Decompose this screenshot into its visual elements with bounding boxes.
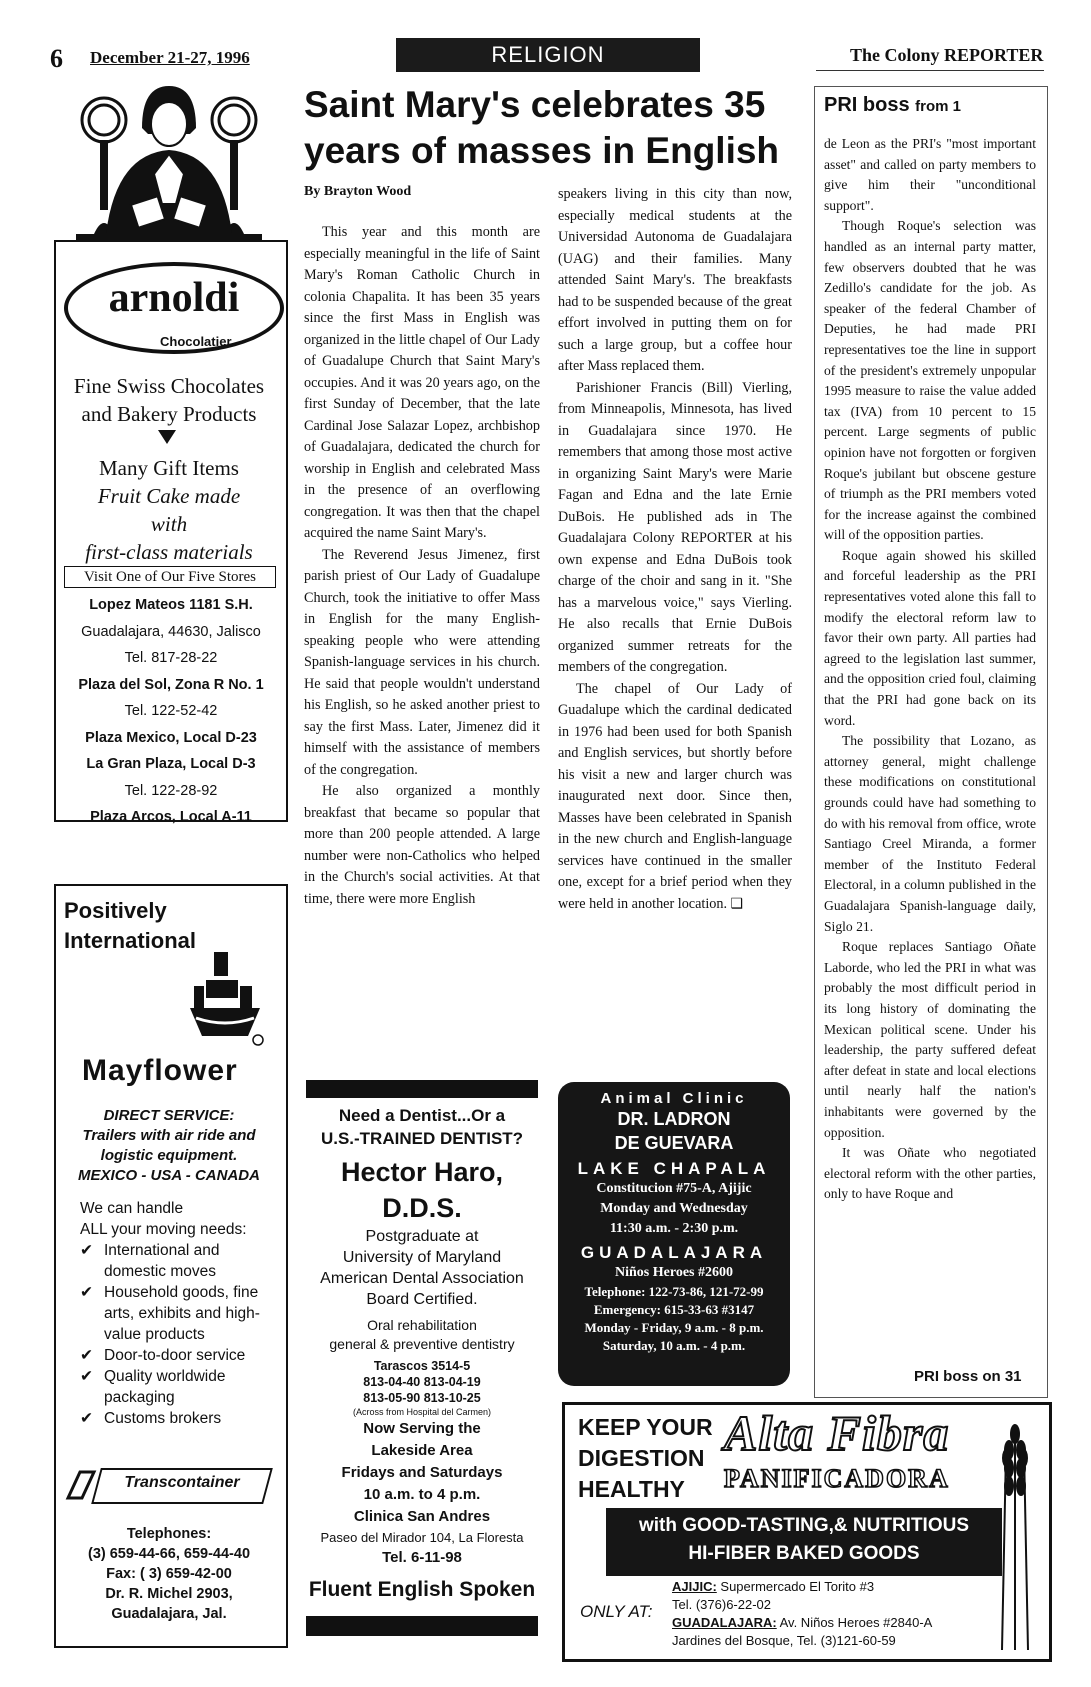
alta-fibra-logo: Alta Fibra [724, 1405, 950, 1461]
dentist-lakeside: Fridays and Saturdays [341, 1464, 503, 1481]
store-address: Lopez Mateos 1181 S.H. [89, 597, 253, 613]
dentist-lakeside: Lakeside Area [371, 1442, 473, 1459]
dentist-credential: University of Maryland [342, 1249, 502, 1266]
article-byline: By Brayton Wood [304, 184, 412, 199]
page-number: 6 [50, 44, 63, 73]
dentist-bar-bottom [306, 1616, 538, 1636]
service-item: ✔ Household goods, fine arts, exhibits and high-value products [80, 1282, 280, 1345]
positively-international-title: Positively International [64, 898, 197, 953]
dentist-lakeside-address: Paseo del Mirador 104, La Floresta [320, 1530, 524, 1545]
dentist-phone: 813-04-40 813-04-19 [363, 1375, 481, 1389]
article-paragraph: This year and this month are especially meaningful in the life of Saint Mary's Roman Catholic Church in colonia Chapalita. It has been 35 years since the first Mass in English was organized in the little chapel of Our Lady of Guadalupe Church that Saint Mary's occupies. And it was 20 years ago, on the first Sunday of December, that the late Cardinal Jose Salazar Lopez, archbishop of Guadalajara, dedicated the church for worship in English and celebrated Mass in the presence of an overflowing congregation. It was then that the chapel acquired the name Saint Mary's. [304, 224, 540, 541]
paper-name: The Colony REPORTER [850, 45, 1044, 65]
store-address: Plaza del Sol, Zona R No. 1 [78, 676, 264, 693]
dentist-headline: U.S.-TRAINED DENTIST? [320, 1129, 524, 1148]
dentist-lakeside: Clinica San Andres [353, 1508, 491, 1525]
dentist-service: Oral rehabilitation [367, 1317, 477, 1333]
location-label: GUADALAJARA: [672, 1615, 777, 1630]
article-paragraph: The Reverend Jesus Jimenez, first parish priest of Our Lady of Guadalupe Church, took the initiative to offer Mass in English for the many English-speaking people who were attending Spanish-language services in his church. He said that people wouldn't understand his English, so he asked another priest to say the first Mass. Later, Jimenez did it himself with the assistance of members of the congregation. [304, 546, 540, 778]
clinic-info: Monday - Friday, 9 a.m. - 8 p.m. [584, 1320, 764, 1335]
clinic-doctor: DR. LADRON [617, 1109, 731, 1129]
alta-only-at: ONLY AT: [580, 1602, 653, 1621]
arnoldi-subtitle: Chocolatier [160, 334, 232, 349]
dentist-credential: Postgraduate at [365, 1228, 479, 1245]
article-headline: Saint Mary's celebrates 35 years of masses in English [304, 84, 780, 171]
dentist-lakeside: 10 a.m. to 4 p.m. [363, 1486, 481, 1503]
store-address: La Gran Plaza, Local D-3 [86, 756, 256, 772]
alta-locations [672, 1578, 932, 1650]
clinic-info: Constitucion #75-A, Ajijic [596, 1181, 752, 1196]
dentist-address: Tarascos 3514-5 [373, 1359, 471, 1373]
mayflower-logo: Mayflower [82, 1054, 238, 1087]
dentist-name: Hector Haro, D.D.S. [340, 1157, 504, 1223]
clinic-info: 11:30 a.m. - 2:30 p.m. [609, 1221, 739, 1236]
section-label: RELIGION [396, 38, 700, 72]
store-tel: Tel. 817-28-22 [124, 650, 218, 666]
dentist-lakeside: Now Serving the [363, 1420, 481, 1437]
store-tel: Tel. 122-28-92 [124, 782, 218, 799]
clinic-doctor: DE GUEVARA [614, 1133, 734, 1153]
article-paragraph: The chapel of Our Lady of Guadalupe which the cardinal dedicated in 1976 had been used for both Spanish and English services, but shortly before his visit a new and larger church was inaugurated next door. Since then, Masses have been celebrated in Spanish in the new church and English-language services have continued in the smaller one, except for a brief period when they were held in another location. ❑ [558, 680, 792, 912]
article-paragraph: He also organized a monthly breakfast that became so popular that more than 200 people attended. A large number were non-Catholics who helped in the Church's social activities. At that time, there were more English [304, 783, 540, 907]
panificadora-label: PANIFICADORA [724, 1464, 950, 1493]
pri-paragraph: Though Roque's selection was handled as an internal party matter, few observers doubted that he was Zedillo's candidate for the job. As speaker of the federal Chamber of Deputies, he had made PRI representatives toe the line in support of the president's extremely unpopular 1995 measure to raise the value added tax (IVA) from 10 percent to 15 percent. Large segments of public opinion have not forgotten or forgiven Roque's jubilant but obscene gesture of triumph as the PRI members voted for the increase against the combined will of the opposition parties. [824, 218, 1036, 543]
clinic-location: GUADALAJARA [580, 1243, 768, 1262]
chocolatier-illustration [76, 84, 262, 244]
clinic-info: Monday and Wednesday [600, 1201, 748, 1216]
store-address: Guadalajara, 44630, Jalisco [81, 623, 261, 640]
dentist-ad [300, 1104, 544, 1569]
mayflower-contact: Telephones: (3) 659-44-66, 659-44-40 Fax: ( 3) 659-42-00 Dr. R. Michel 2903, Guadalajara, Jal. [87, 1526, 251, 1622]
article-paragraph: speakers living in this city than now, especially medical students at the Universidad Autonoma de Guadalajara (UAG) and their families. Many attended Saint Mary's. The breakfasts had to be suspended because of the great effort involved in putting them on for such a large group, but a coffee hour after Mass replaced them. [558, 186, 792, 374]
pri-paragraph: Roque replaces Santiago Oñate Laborde, who led the PRI in what was probably the most difficult period in its long history of dominating the Mexican political scene. Under his leadership, the party suffered defeat after defeat in state and local elections until nearly half the nation's inhabitants were governed by the opposition. [824, 939, 1036, 1140]
dentist-credential: American Dental Association [320, 1270, 524, 1287]
location-address: Av. Niños Heroes #2840-A [776, 1615, 933, 1630]
service-item: ✔ International and domestic moves [80, 1240, 280, 1282]
clinic-title: Animal Clinic [600, 1090, 748, 1107]
store-address: Plaza Arcos, Local A-11 [90, 809, 252, 825]
clinic-info: Telephone: 122-73-86, 121-72-99 [584, 1284, 764, 1299]
alta-slogan: KEEP YOUR DIGESTION HEALTHY [578, 1414, 713, 1502]
location-address: Supermercado El Torito #3 [716, 1579, 875, 1594]
dentist-credential: Board Certified. [366, 1291, 478, 1308]
pri-paragraph: Roque again showed his skilled and forceful leadership as the PRI representatives voted alone this fall to modify the electoral reform law to favor their own party. All parties had agreed to the legislation last summer, and the opposition cried foul, claiming that the PRI had gone back on its word. [824, 547, 1036, 728]
issue-date: December 21-27, 1996 [90, 48, 250, 67]
arnoldi-logo: arnoldi [108, 275, 240, 321]
arnoldi-gifts [58, 454, 280, 566]
dentist-phone: 813-05-90 813-10-25 [363, 1391, 481, 1405]
service-item: ✔ Customs brokers [80, 1408, 280, 1429]
article-column-1 [304, 222, 540, 910]
pri-paragraph: The possibility that Lozano, as attorney general, might challenge these modifications on constitutional grounds could have had something to do with his removal from office, wrote Santiago Creel Miranda, a former member of the Instituto Federal Electoral, in a column published in the Guadalajara Spanish-language daily, Siglo 21. [824, 733, 1036, 934]
ship-icon [188, 946, 264, 1046]
pri-boss-jump: PRI boss on 31 [914, 1368, 1022, 1385]
animal-clinic-ad [558, 1082, 790, 1386]
clinic-info: Emergency: 615-33-63 #3147 [593, 1302, 755, 1317]
location-tel: Tel. (376)6-22-02 [672, 1597, 771, 1612]
gift-line: Many Gift Items [99, 456, 239, 480]
dentist-service: general & preventive dentistry [329, 1336, 515, 1352]
transcontainer-logo: Transcontainer [124, 1474, 240, 1491]
pri-boss-text [824, 134, 1036, 1205]
location-tel: Jardines del Bosque, Tel. (3)121-60-59 [672, 1633, 896, 1648]
fruit-line: with [150, 512, 188, 536]
store-tel: Tel. 122-52-42 [124, 703, 218, 719]
dentist-landmark: (Across from Hospital del Carmen) [352, 1407, 492, 1417]
fruit-line: Fruit Cake made [97, 484, 241, 508]
article-column-2 [558, 184, 792, 915]
article-paragraph: Parishioner Francis (Bill) Vierling, from Minneapolis, Minnesota, has lived in Guadalajara since 1970. He remembers that among those most active in organizing Saint Mary's were Marie Fagan and Edna and the late Ernie DuBois. He published ads in The Guadalajara Colony REPORTER at his own expense and Edna DuBois took charge of the choir and sang in it. "She has a marvelous voice," says Vierling. He also recalls that Ernie DuBois organized summer retreats for the members of the congregation. [558, 379, 792, 675]
store-address: Plaza Mexico, Local D-23 [85, 729, 257, 746]
pri-paragraph: It was Oñate who negotiated electoral reform with the other parties, only to have Roque and [824, 1145, 1036, 1202]
alta-banner: with GOOD-TASTING,& NUTRITIOUS HI-FIBER BAKED GOODS [606, 1508, 1002, 1576]
service-item: ✔ Door-to-door service [80, 1345, 280, 1366]
service-item: ✔ Quality worldwide packaging [80, 1366, 280, 1408]
dentist-headline: Need a Dentist...Or a [338, 1106, 506, 1125]
location-label: AJIJIC: [672, 1579, 717, 1594]
pri-boss-from: from 1 [915, 98, 961, 115]
clinic-info: Niños Heroes #2600 [615, 1265, 733, 1280]
pri-boss-heading: PRI boss from 1 [824, 94, 961, 116]
triangle-icon [158, 430, 176, 444]
fruit-line: first-class materials [85, 540, 253, 564]
dentist-lakeside-tel: Tel. 6-11-98 [382, 1549, 462, 1566]
mayflower-intro: We can handle ALL your moving needs: [80, 1200, 247, 1238]
arnoldi-visit: Visit One of Our Five Stores [64, 566, 276, 588]
dentist-bar-top [306, 1080, 538, 1098]
pri-paragraph: de Leon as the PRI's "most important asset" and called on party members to give him their "unconditional support". [824, 136, 1036, 213]
mayflower-services [80, 1240, 280, 1429]
clinic-info: Saturday, 10 a.m. - 4 p.m. [602, 1338, 746, 1353]
dentist-fluent: Fluent English Spoken [308, 1578, 536, 1601]
arnoldi-stores [60, 592, 282, 831]
clinic-location: LAKE CHAPALA [577, 1159, 771, 1178]
mayflower-direct-service: DIRECT SERVICE: Trailers with air ride and logistic equipment. MEXICO - USA - CANADA [78, 1107, 260, 1184]
arnoldi-tagline: Fine Swiss Chocolates and Bakery Products [73, 374, 265, 426]
header-rule [816, 70, 1044, 71]
